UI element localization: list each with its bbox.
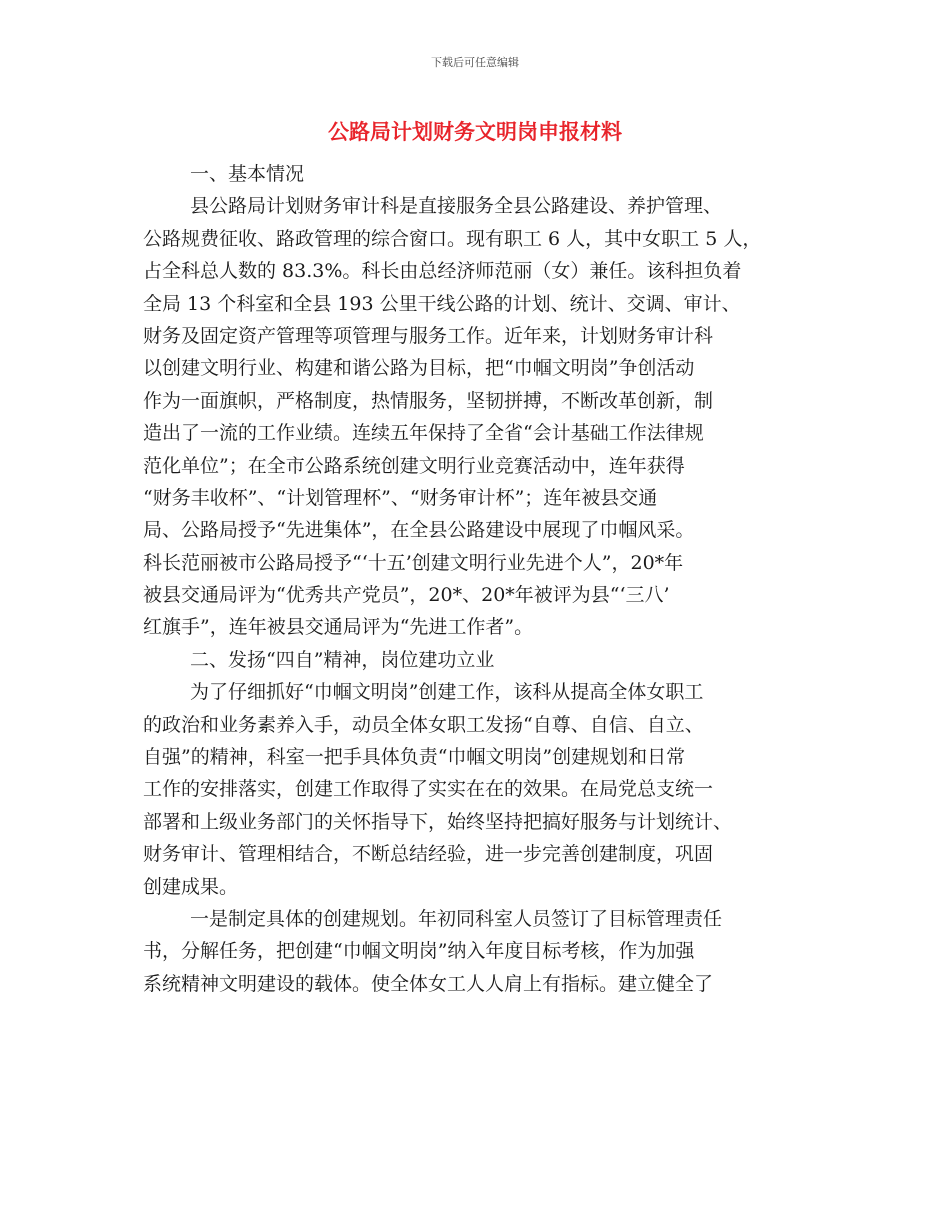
text-line: 占全科总人数的 83.3%。科长由总经济师范丽（女）兼任。该科担负着: [143, 260, 742, 283]
text-line: 财务及固定资产管理等项管理与服务工作。近年来，计划财务审计科: [143, 324, 714, 347]
text-line: “财务丰收杯”、“计划管理杯”、“财务审计杯”；连年被县交通: [143, 486, 658, 509]
text-line: 局、公路局授予“先进集体”，在全县公路建设中展现了巾帼风采。: [143, 519, 695, 542]
text-line: 工作的安排落实，创建工作取得了实实在在的效果。在局党总支统一: [143, 778, 714, 801]
text-line: 作为一面旗帜，严格制度，热情服务，坚韧拼搏，不断改革创新，制: [143, 389, 714, 412]
text-line: 书，分解任务，把创建“巾帼文明岗”纳入年度目标考核，作为加强: [143, 940, 695, 963]
text-line: 被县交通局评为“优秀共产党员”，20*、20*年被评为县“‘三八’: [143, 584, 670, 607]
text-line: 自强”的精神，科室一把手具体负责“巾帼文明岗”创建规划和日常: [143, 746, 686, 769]
text-line: 全局 13 个科室和全县 193 公里干线公路的计划、统计、交调、审计、: [143, 292, 741, 315]
page-header-note: 下载后可任意编辑: [431, 56, 519, 69]
text-line: 红旗手”，连年被县交通局评为“先进工作者”。: [143, 616, 534, 639]
text-line: 公路规费征收、路政管理的综合窗口。现有职工 6 人，其中女职工 5 人，: [143, 227, 762, 250]
text-line: 的政治和业务素养入手，动员全体女职工发扬“自尊、自信、自立、: [143, 713, 704, 736]
document-body: [143, 158, 823, 1000]
text-line: 造出了一流的工作业绩。连续五年保持了全省“会计基础工作法律规: [143, 422, 704, 445]
text-line: 范化单位”；在全市公路系统创建文明行业竞赛活动中，连年获得: [143, 454, 685, 477]
text-line: 一是制定具体的创建规划。年初同科室人员签订了目标管理责任: [190, 907, 723, 930]
text-line: 部署和上级业务部门的关怀指导下，始终坚持把搞好服务与计划统计、: [143, 810, 733, 833]
text-line: 一、基本情况: [190, 163, 305, 185]
text-line: 县公路局计划财务审计科是直接服务全县公路建设、养护管理、: [190, 195, 723, 218]
text-line: 二、发扬“四自”精神，岗位建功立业: [190, 648, 495, 671]
text-line: 以创建文明行业、构建和谐公路为目标，把“巾帼文明岗”争创活动: [143, 357, 695, 380]
text-line: 创建成果。: [143, 875, 239, 898]
text-line: 科长范丽被市公路局授予“‘十五’创建文明行业先进个人”，20*年: [143, 551, 684, 574]
document-title: 公路局计划财务文明岗申报材料: [328, 120, 622, 144]
text-line: 财务审计、管理相结合，不断总结经验，进一步完善创建制度，巩固: [143, 843, 714, 866]
text-line: 为了仔细抓好“巾帼文明岗”创建工作，该科从提高全体女职工: [190, 681, 704, 704]
text-line: 系统精神文明建设的载体。使全体女工人人肩上有指标。建立健全了: [143, 972, 714, 995]
